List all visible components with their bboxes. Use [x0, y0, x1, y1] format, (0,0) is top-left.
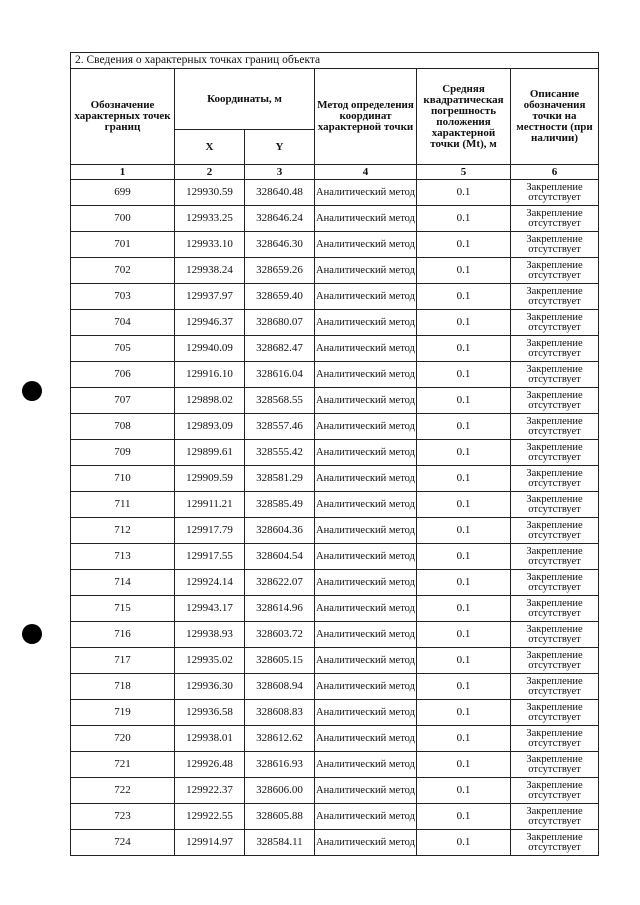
column-number: 2 — [175, 165, 245, 180]
coord-x-cell: 129893.09 — [175, 414, 245, 440]
coord-x-cell: 129946.37 — [175, 310, 245, 336]
description-cell: Закрепление отсутствует — [511, 830, 599, 856]
column-number: 3 — [245, 165, 315, 180]
error-cell: 0.1 — [417, 180, 511, 206]
table-row — [71, 180, 599, 206]
point-id-cell: 711 — [71, 492, 175, 518]
header-y: Y — [245, 130, 315, 165]
table-row — [71, 570, 599, 596]
table-row — [71, 258, 599, 284]
description-cell: Закрепление отсутствует — [511, 440, 599, 466]
method-cell: Аналитический метод — [315, 180, 417, 206]
error-cell: 0.1 — [417, 362, 511, 388]
punch-hole-mark — [22, 624, 42, 644]
error-cell: 0.1 — [417, 284, 511, 310]
error-cell: 0.1 — [417, 544, 511, 570]
method-cell: Аналитический метод — [315, 284, 417, 310]
description-cell: Закрепление отсутствует — [511, 388, 599, 414]
error-cell: 0.1 — [417, 336, 511, 362]
table-row — [71, 778, 599, 804]
table-row — [71, 466, 599, 492]
error-cell: 0.1 — [417, 804, 511, 830]
coord-x-cell: 129935.02 — [175, 648, 245, 674]
table-row — [71, 336, 599, 362]
description-cell: Закрепление отсутствует — [511, 752, 599, 778]
boundary-points-table — [70, 52, 599, 856]
method-cell: Аналитический метод — [315, 440, 417, 466]
table-row — [71, 674, 599, 700]
error-cell: 0.1 — [417, 492, 511, 518]
description-cell: Закрепление отсутствует — [511, 258, 599, 284]
coord-y-cell: 328604.54 — [245, 544, 315, 570]
coord-x-cell: 129943.17 — [175, 596, 245, 622]
point-id-cell: 704 — [71, 310, 175, 336]
table-row — [71, 362, 599, 388]
header-coordinates: Координаты, м — [175, 69, 315, 130]
coord-x-cell: 129909.59 — [175, 466, 245, 492]
coord-y-cell: 328605.15 — [245, 648, 315, 674]
coord-x-cell: 129937.97 — [175, 284, 245, 310]
coord-y-cell: 328585.49 — [245, 492, 315, 518]
coord-y-cell: 328659.26 — [245, 258, 315, 284]
point-id-cell: 701 — [71, 232, 175, 258]
table-row — [71, 804, 599, 830]
coord-x-cell: 129917.79 — [175, 518, 245, 544]
table-row — [71, 752, 599, 778]
error-cell: 0.1 — [417, 700, 511, 726]
error-cell: 0.1 — [417, 778, 511, 804]
error-cell: 0.1 — [417, 414, 511, 440]
method-cell: Аналитический метод — [315, 804, 417, 830]
coord-x-cell: 129922.55 — [175, 804, 245, 830]
coord-y-cell: 328584.11 — [245, 830, 315, 856]
point-id-cell: 708 — [71, 414, 175, 440]
header-point: Обозначение характерных точек границ — [71, 69, 175, 165]
table-row — [71, 284, 599, 310]
point-id-cell: 705 — [71, 336, 175, 362]
method-cell: Аналитический метод — [315, 752, 417, 778]
description-cell: Закрепление отсутствует — [511, 804, 599, 830]
column-number: 5 — [417, 165, 511, 180]
coord-y-cell: 328646.30 — [245, 232, 315, 258]
coord-y-cell: 328640.48 — [245, 180, 315, 206]
point-id-cell: 712 — [71, 518, 175, 544]
description-cell: Закрепление отсутствует — [511, 414, 599, 440]
point-id-cell: 716 — [71, 622, 175, 648]
table-row — [71, 388, 599, 414]
coord-y-cell: 328555.42 — [245, 440, 315, 466]
coord-x-cell: 129936.58 — [175, 700, 245, 726]
table-row — [71, 700, 599, 726]
description-cell: Закрепление отсутствует — [511, 206, 599, 232]
method-cell: Аналитический метод — [315, 492, 417, 518]
point-id-cell: 702 — [71, 258, 175, 284]
description-cell: Закрепление отсутствует — [511, 492, 599, 518]
coord-x-cell: 129938.01 — [175, 726, 245, 752]
point-id-cell: 718 — [71, 674, 175, 700]
description-cell: Закрепление отсутствует — [511, 726, 599, 752]
error-cell: 0.1 — [417, 466, 511, 492]
coord-y-cell: 328616.93 — [245, 752, 315, 778]
method-cell: Аналитический метод — [315, 726, 417, 752]
description-cell: Закрепление отсутствует — [511, 700, 599, 726]
method-cell: Аналитический метод — [315, 544, 417, 570]
point-id-cell: 720 — [71, 726, 175, 752]
section-title: 2. Сведения о характерных точках границ объекта — [71, 53, 599, 69]
error-cell: 0.1 — [417, 830, 511, 856]
coord-y-cell: 328682.47 — [245, 336, 315, 362]
header-method: Метод определения координат характерной точки — [315, 69, 417, 165]
coord-x-cell: 129926.48 — [175, 752, 245, 778]
method-cell: Аналитический метод — [315, 596, 417, 622]
description-cell: Закрепление отсутствует — [511, 570, 599, 596]
header-description: Описание обозначения точки на местности (при наличии) — [511, 69, 599, 165]
error-cell: 0.1 — [417, 388, 511, 414]
column-number: 1 — [71, 165, 175, 180]
method-cell: Аналитический метод — [315, 778, 417, 804]
method-cell: Аналитический метод — [315, 830, 417, 856]
error-cell: 0.1 — [417, 622, 511, 648]
description-cell: Закрепление отсутствует — [511, 674, 599, 700]
table-row — [71, 518, 599, 544]
table-row — [71, 544, 599, 570]
coord-y-cell: 328606.00 — [245, 778, 315, 804]
coord-y-cell: 328581.29 — [245, 466, 315, 492]
method-cell: Аналитический метод — [315, 700, 417, 726]
coord-y-cell: 328659.40 — [245, 284, 315, 310]
coord-y-cell: 328568.55 — [245, 388, 315, 414]
method-cell: Аналитический метод — [315, 232, 417, 258]
description-cell: Закрепление отсутствует — [511, 466, 599, 492]
description-cell: Закрепление отсутствует — [511, 518, 599, 544]
table-row — [71, 206, 599, 232]
coord-y-cell: 328605.88 — [245, 804, 315, 830]
coord-x-cell: 129914.97 — [175, 830, 245, 856]
coord-x-cell: 129940.09 — [175, 336, 245, 362]
error-cell: 0.1 — [417, 518, 511, 544]
point-id-cell: 717 — [71, 648, 175, 674]
coord-x-cell: 129930.59 — [175, 180, 245, 206]
method-cell: Аналитический метод — [315, 518, 417, 544]
punch-hole-mark — [22, 381, 42, 401]
coord-y-cell: 328614.96 — [245, 596, 315, 622]
point-id-cell: 710 — [71, 466, 175, 492]
description-cell: Закрепление отсутствует — [511, 622, 599, 648]
description-cell: Закрепление отсутствует — [511, 544, 599, 570]
table-row — [71, 492, 599, 518]
table-body — [71, 180, 599, 856]
coord-y-cell: 328612.62 — [245, 726, 315, 752]
point-id-cell: 707 — [71, 388, 175, 414]
description-cell: Закрепление отсутствует — [511, 648, 599, 674]
method-cell: Аналитический метод — [315, 414, 417, 440]
coord-x-cell: 129938.24 — [175, 258, 245, 284]
coord-y-cell: 328557.46 — [245, 414, 315, 440]
point-id-cell: 724 — [71, 830, 175, 856]
description-cell: Закрепление отсутствует — [511, 596, 599, 622]
coord-x-cell: 129936.30 — [175, 674, 245, 700]
coord-x-cell: 129938.93 — [175, 622, 245, 648]
method-cell: Аналитический метод — [315, 206, 417, 232]
table-row — [71, 622, 599, 648]
point-id-cell: 715 — [71, 596, 175, 622]
coord-x-cell: 129899.61 — [175, 440, 245, 466]
point-id-cell: 723 — [71, 804, 175, 830]
coord-y-cell: 328680.07 — [245, 310, 315, 336]
method-cell: Аналитический метод — [315, 570, 417, 596]
coord-x-cell: 129911.21 — [175, 492, 245, 518]
point-id-cell: 703 — [71, 284, 175, 310]
description-cell: Закрепление отсутствует — [511, 180, 599, 206]
table-row — [71, 726, 599, 752]
point-id-cell: 722 — [71, 778, 175, 804]
method-cell: Аналитический метод — [315, 258, 417, 284]
header-error: Средняя квадратическая погрешность положения характерной точки (Mt), м — [417, 69, 511, 165]
error-cell: 0.1 — [417, 440, 511, 466]
method-cell: Аналитический метод — [315, 388, 417, 414]
description-cell: Закрепление отсутствует — [511, 310, 599, 336]
column-number: 6 — [511, 165, 599, 180]
coord-x-cell: 129898.02 — [175, 388, 245, 414]
coord-x-cell: 129933.25 — [175, 206, 245, 232]
description-cell: Закрепление отсутствует — [511, 336, 599, 362]
table-row — [71, 648, 599, 674]
method-cell: Аналитический метод — [315, 622, 417, 648]
coord-y-cell: 328603.72 — [245, 622, 315, 648]
table-row — [71, 310, 599, 336]
coord-x-cell: 129916.10 — [175, 362, 245, 388]
description-cell: Закрепление отсутствует — [511, 232, 599, 258]
method-cell: Аналитический метод — [315, 648, 417, 674]
method-cell: Аналитический метод — [315, 466, 417, 492]
coord-x-cell: 129924.14 — [175, 570, 245, 596]
point-id-cell: 699 — [71, 180, 175, 206]
point-id-cell: 709 — [71, 440, 175, 466]
error-cell: 0.1 — [417, 752, 511, 778]
error-cell: 0.1 — [417, 596, 511, 622]
error-cell: 0.1 — [417, 648, 511, 674]
error-cell: 0.1 — [417, 570, 511, 596]
point-id-cell: 721 — [71, 752, 175, 778]
column-number: 4 — [315, 165, 417, 180]
error-cell: 0.1 — [417, 310, 511, 336]
point-id-cell: 713 — [71, 544, 175, 570]
coord-x-cell: 129922.37 — [175, 778, 245, 804]
point-id-cell: 706 — [71, 362, 175, 388]
point-id-cell: 700 — [71, 206, 175, 232]
table-row — [71, 414, 599, 440]
coord-y-cell: 328622.07 — [245, 570, 315, 596]
coord-y-cell: 328616.04 — [245, 362, 315, 388]
coord-y-cell: 328608.94 — [245, 674, 315, 700]
coord-y-cell: 328604.36 — [245, 518, 315, 544]
point-id-cell: 714 — [71, 570, 175, 596]
error-cell: 0.1 — [417, 232, 511, 258]
method-cell: Аналитический метод — [315, 310, 417, 336]
table-row — [71, 596, 599, 622]
description-cell: Закрепление отсутствует — [511, 284, 599, 310]
coord-y-cell: 328608.83 — [245, 700, 315, 726]
error-cell: 0.1 — [417, 674, 511, 700]
point-id-cell: 719 — [71, 700, 175, 726]
description-cell: Закрепление отсутствует — [511, 362, 599, 388]
header-x: X — [175, 130, 245, 165]
method-cell: Аналитический метод — [315, 674, 417, 700]
table-row — [71, 830, 599, 856]
coord-x-cell: 129917.55 — [175, 544, 245, 570]
table-row — [71, 440, 599, 466]
error-cell: 0.1 — [417, 258, 511, 284]
method-cell: Аналитический метод — [315, 362, 417, 388]
method-cell: Аналитический метод — [315, 336, 417, 362]
coord-y-cell: 328646.24 — [245, 206, 315, 232]
table-row — [71, 232, 599, 258]
description-cell: Закрепление отсутствует — [511, 778, 599, 804]
coord-x-cell: 129933.10 — [175, 232, 245, 258]
error-cell: 0.1 — [417, 206, 511, 232]
error-cell: 0.1 — [417, 726, 511, 752]
